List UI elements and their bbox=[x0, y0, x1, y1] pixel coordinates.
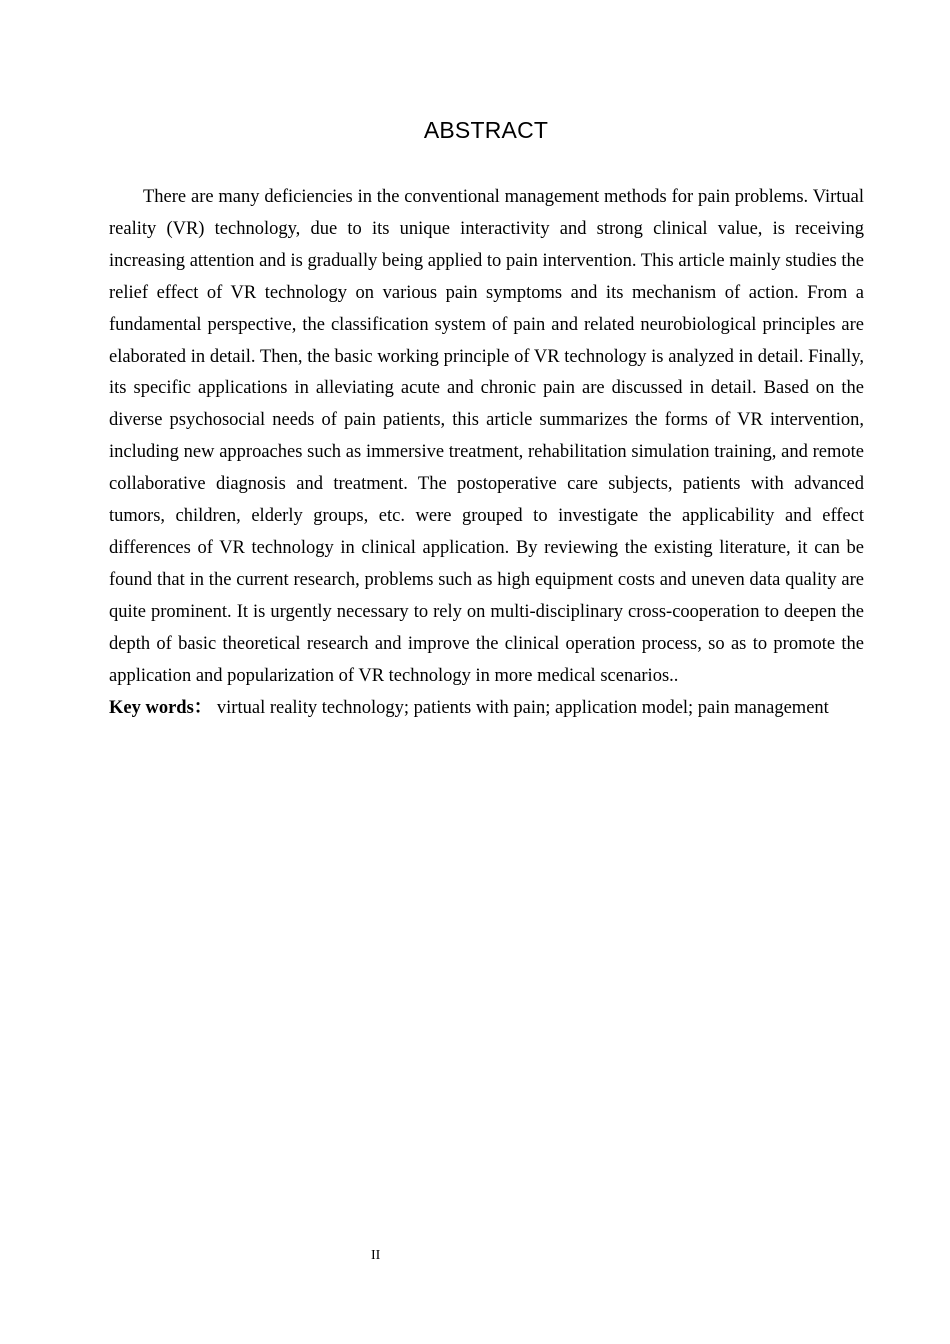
abstract-body bbox=[109, 182, 864, 724]
keywords-label: Key words： bbox=[109, 697, 213, 718]
abstract-paragraph: There are many deficiencies in the conventional management methods for pain problems. Virtual reality (VR) technology, due to its unique interactivity and strong clinical value, is receiving increasing attention and is gradually being applied to pain intervention. This article mainly studies the relief effect of VR technology on various pain symptoms and its mechanism of action. From a fundamental perspective, the classification system of pain and related neurobiological principles are elaborated in detail. Then, the basic working principle of VR technology is analyzed in detail. Finally, its specific applications in alleviating acute and chronic pain are discussed in detail. Based on the diverse psychosocial needs of pain patients, this article summarizes the forms of VR intervention, including new approaches such as immersive treatment, rehabilitation simulation training, and remote collaborative diagnosis and treatment. The postoperative care subjects, patients with advanced tumors, children, elderly groups, etc. were grouped to investigate the applicability and effect differences of VR technology in clinical application. By reviewing the existing literature, it can be found that in the current research, problems such as high equipment costs and uneven data quality are quite prominent. It is urgently necessary to rely on multi-disciplinary cross-cooperation to deepen the depth of basic theoretical research and improve the clinical operation process, so as to promote the application and popularization of VR technology in more medical scenarios.. bbox=[109, 187, 864, 686]
keywords-text: virtual reality technology; patients with pain; application model; pain management bbox=[216, 697, 829, 718]
page-number: II bbox=[371, 1248, 381, 1263]
keywords-line bbox=[109, 693, 864, 725]
abstract-title: ABSTRACT bbox=[423, 117, 549, 143]
